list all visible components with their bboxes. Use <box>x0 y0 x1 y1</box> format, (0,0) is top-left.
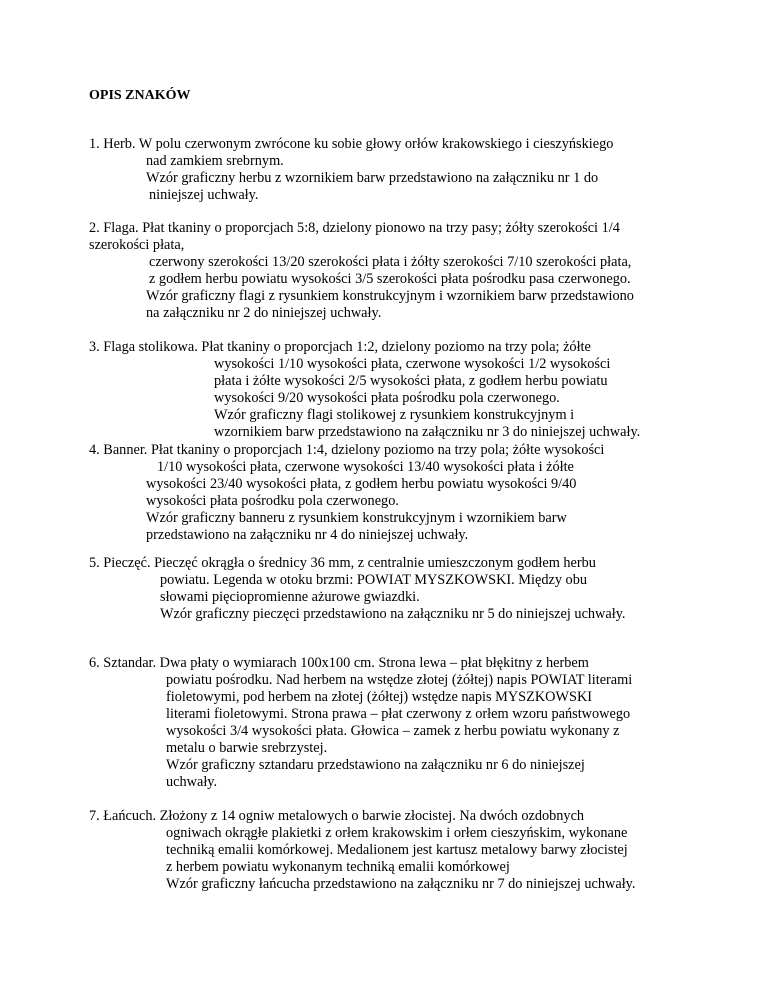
text-line: 3. Flaga stolikowa. Płat tkaniny o proporcjach 1:2, dzielony poziomo na trzy pola; żółte <box>89 339 591 355</box>
text-line: słowami pięciopromienne ażurowe gwiazdki. <box>160 589 420 605</box>
text-line: metalu o barwie srebrzystej. <box>166 740 328 756</box>
text-line: Wzór graficzny sztandaru przedstawiono na załączniku nr 6 do niniejszej <box>166 757 585 773</box>
text-line: nad zamkiem srebrnym. <box>146 153 284 169</box>
text-line: Wzór graficzny łańcucha przedstawiono na załączniku nr 7 do niniejszej uchwały. <box>166 876 636 892</box>
text-line: na załączniku nr 2 do niniejszej uchwały. <box>146 305 382 321</box>
text-line: 2. Flaga. Płat tkaniny o proporcjach 5:8, dzielony pionowo na trzy pasy; żółty szerokości 1/4 <box>89 220 620 236</box>
text-line: Wzór graficzny flagi z rysunkiem konstrukcyjnym i wzornikiem barw przedstawiono <box>146 288 634 304</box>
text-line: przedstawiono na załączniku nr 4 do niniejszej uchwały. <box>146 527 469 543</box>
text-line: literami fioletowymi. Strona prawa – płat czerwony z orłem wzoru państwowego <box>166 706 631 722</box>
text-line: techniką emalii komórkowej. Medalionem jest kartusz metalowy barwy złocistej <box>166 842 628 858</box>
text-line: wzornikiem barw przedstawiono na załączniku nr 3 do niniejszej uchwały. <box>214 424 641 440</box>
text-line: z godłem herbu powiatu wysokości 3/5 szerokości płata pośrodku pasa czerwonego. <box>149 271 631 287</box>
text-line: wysokości 1/10 wysokości płata, czerwone wysokości 1/2 wysokości <box>214 356 611 372</box>
text-line: 1/10 wysokości płata, czerwone wysokości 13/40 wysokości płata i żółte <box>157 459 574 475</box>
text-line: fioletowymi, pod herbem na złotej (żółtej) wstędze napis MYSZKOWSKI <box>166 689 593 705</box>
text-line: wysokości 23/40 wysokości płata, z godłem herbu powiatu wysokości 9/40 <box>146 476 577 492</box>
text-line: Wzór graficzny herbu z wzornikiem barw przedstawiono na załączniku nr 1 do <box>146 170 599 186</box>
text-line: czerwony szerokości 13/20 szerokości płata i żółty szerokości 7/10 szerokości płata, <box>149 254 632 270</box>
text-line: 1. Herb. W polu czerwonym zwrócone ku sobie głowy orłów krakowskiego i cieszyńskiego <box>89 136 614 152</box>
text-line: Wzór graficzny pieczęci przedstawiono na załączniku nr 5 do niniejszej uchwały. <box>160 606 626 622</box>
text-line: ogniwach okrągłe plakietki z orłem krakowskim i orłem cieszyńskim, wykonane <box>166 825 628 841</box>
text-line: Wzór graficzny flagi stolikowej z rysunkiem konstrukcyjnym i <box>214 407 575 423</box>
text-line: z herbem powiatu wykonanym techniką emalii komórkowej <box>166 859 510 875</box>
text-line: 7. Łańcuch. Złożony z 14 ogniw metalowych o barwie złocistej. Na dwóch ozdobnych <box>89 808 585 824</box>
text-line: powiatu pośrodku. Nad herbem na wstędze złotej (żółtej) napis POWIAT literami <box>166 672 633 688</box>
text-line: 5. Pieczęć. Pieczęć okrągła o średnicy 36 mm, z centralnie umieszczonym godłem herbu <box>89 555 596 571</box>
text-line: wysokości 3/4 wysokości płata. Głowica – zamek z herbu powiatu wykonany z <box>166 723 620 739</box>
text-line: płata i żółte wysokości 2/5 wysokości płata, z godłem herbu powiatu <box>214 373 608 389</box>
text-line: powiatu. Legenda w otoku brzmi: POWIAT MYSZKOWSKI. Między obu <box>160 572 587 588</box>
text-line: 4. Banner. Płat tkaniny o proporcjach 1:4, dzielony poziomo na trzy pola; żółte wysokości <box>89 442 605 458</box>
text-line: uchwały. <box>166 774 218 790</box>
text-line: 6. Sztandar. Dwa płaty o wymiarach 100x100 cm. Strona lewa – płat błękitny z herbem <box>89 655 589 671</box>
text-line: niniejszej uchwały. <box>149 187 259 203</box>
text-line: wysokości 9/20 wysokości płata pośrodku pola czerwonego. <box>214 390 560 406</box>
page-title: OPIS ZNAKÓW <box>89 88 191 103</box>
text-line: wysokości płata pośrodku pola czerwonego. <box>146 493 399 509</box>
text-line: szerokości płata, <box>89 237 185 253</box>
text-line: Wzór graficzny banneru z rysunkiem konstrukcyjnym i wzornikiem barw <box>146 510 567 526</box>
